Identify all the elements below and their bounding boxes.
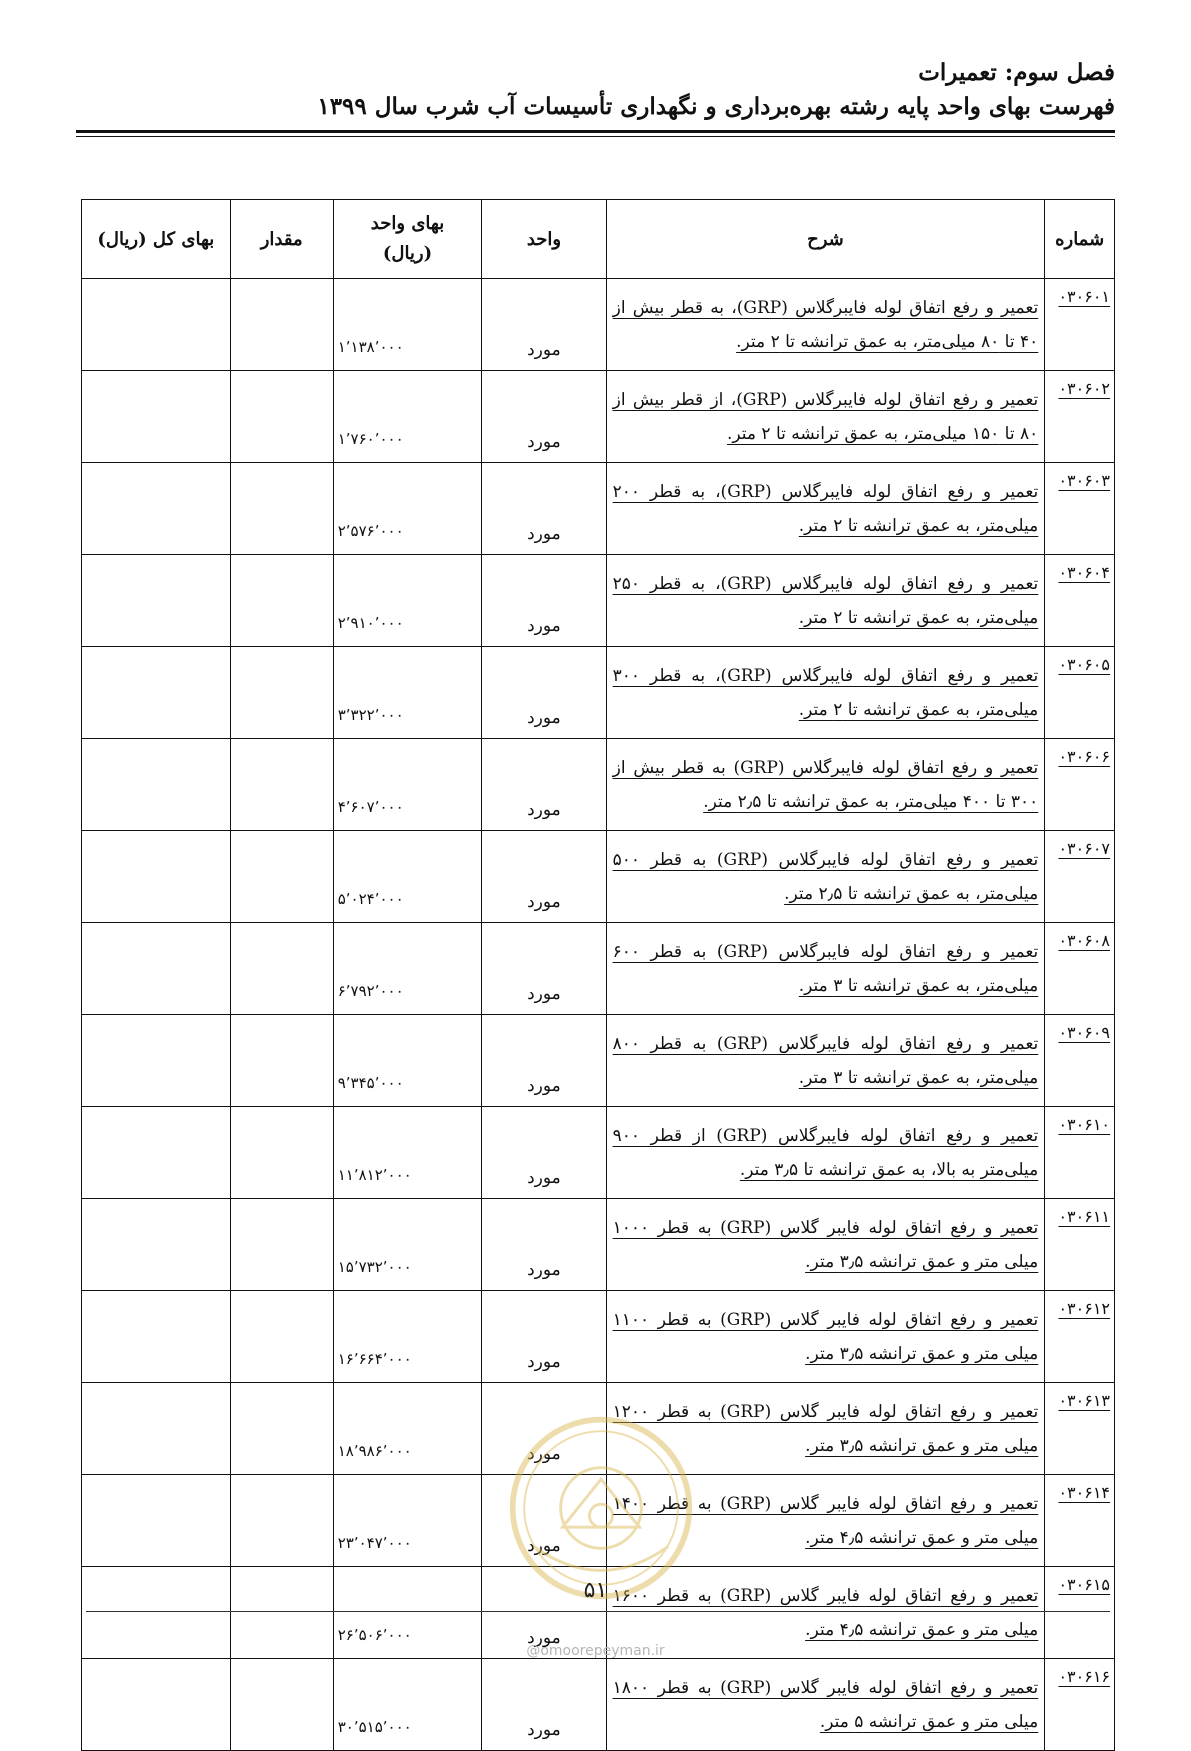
item-unit-price-cell (333, 1291, 482, 1383)
item-unit-price: ۱۸٬۹۸۶٬۰۰۰ (337, 1442, 412, 1460)
item-quantity-cell (230, 1475, 333, 1567)
item-code: ۰۳۰۶۱۰ (1058, 1115, 1110, 1134)
item-unit-price-cell (333, 1659, 482, 1751)
item-unit-price-cell (333, 1107, 482, 1199)
item-description: تعمیر و رفع اتفاق لوله فایبر گلاس (GRP) به قطر ۱۲۰۰ میلی متر و عمق ترانشه ۳٫۵ متر. (612, 1401, 1039, 1456)
item-description-cell (606, 555, 1045, 647)
item-unit: مورد (527, 708, 561, 728)
item-code: ۰۳۰۶۱۶ (1058, 1667, 1110, 1686)
item-unit: مورد (527, 1260, 561, 1280)
item-total-price-cell (82, 1383, 231, 1475)
item-unit: مورد (527, 1536, 561, 1556)
item-unit-price: ۱۱٬۸۱۲٬۰۰۰ (337, 1166, 412, 1184)
item-unit-price-cell (333, 463, 482, 555)
item-unit: مورد (527, 800, 561, 820)
item-description: تعمیر و رفع اتفاق لوله فایبر گلاس (GRP) به قطر ۱۱۰۰ میلی متر و عمق ترانشه ۳٫۵ متر. (612, 1309, 1039, 1364)
document-title: فهرست بهای واحد پایه رشته بهره‌برداری و نگهداری تأسیسات آب شرب سال ۱۳۹۹ (317, 93, 1115, 120)
item-code-cell (1045, 371, 1115, 463)
item-unit-price: ۳۰٬۵۱۵٬۰۰۰ (337, 1718, 412, 1736)
item-total-price-cell (82, 831, 231, 923)
item-unit-price-cell (333, 647, 482, 739)
table-row (82, 923, 1115, 1015)
item-unit-price: ۶٬۷۹۲٬۰۰۰ (337, 982, 404, 1000)
header-unit-price (333, 200, 482, 279)
item-code-cell (1045, 1659, 1115, 1751)
page-number: ۵۱ (583, 1578, 608, 1603)
item-code-cell (1045, 555, 1115, 647)
item-unit-cell (482, 1107, 606, 1199)
item-unit-cell (482, 831, 606, 923)
item-unit-price-cell (333, 1199, 482, 1291)
item-unit: مورد (527, 524, 561, 544)
item-quantity-cell (230, 1659, 333, 1751)
item-quantity-cell (230, 1383, 333, 1475)
item-total-price-cell (82, 647, 231, 739)
item-quantity-cell (230, 279, 333, 371)
item-quantity-cell (230, 739, 333, 831)
table-row (82, 647, 1115, 739)
item-unit-price: ۲٬۵۷۶٬۰۰۰ (337, 522, 404, 540)
header-unit: واحد (482, 200, 606, 279)
item-unit: مورد (527, 984, 561, 1004)
table-row (82, 371, 1115, 463)
item-code: ۰۳۰۶۰۶ (1058, 747, 1110, 766)
item-unit-cell (482, 555, 606, 647)
item-unit-cell (482, 463, 606, 555)
item-description: تعمیر و رفع اتفاق لوله فایبر گلاس (GRP) به قطر ۱۴۰۰ میلی متر و عمق ترانشه ۴٫۵ متر. (612, 1493, 1039, 1548)
table-row (82, 739, 1115, 831)
item-unit-price: ۳٬۳۲۲٬۰۰۰ (337, 706, 404, 724)
item-code-cell (1045, 923, 1115, 1015)
table-row (82, 831, 1115, 923)
item-unit-price-cell (333, 1475, 482, 1567)
item-description: تعمیر و رفع اتفاق لوله فایبرگلاس (GRP)، به قطر بیش از ۴۰ تا ۸۰ میلی‌متر، به عمق ترانشه تا ۲ متر. (612, 297, 1039, 352)
item-code-cell (1045, 279, 1115, 371)
item-unit-price: ۲۳٬۰۴۷٬۰۰۰ (337, 1534, 412, 1552)
item-unit-price: ۱۵٬۷۳۲٬۰۰۰ (337, 1258, 412, 1276)
item-code-cell (1045, 1291, 1115, 1383)
item-code-cell (1045, 1199, 1115, 1291)
item-quantity-cell (230, 647, 333, 739)
item-total-price-cell (82, 739, 231, 831)
item-description-cell (606, 279, 1045, 371)
item-unit: مورد (527, 340, 561, 360)
item-code: ۰۳۰۶۱۴ (1058, 1483, 1110, 1502)
item-unit-price: ۲٬۹۱۰٬۰۰۰ (337, 614, 404, 632)
item-total-price-cell (82, 1015, 231, 1107)
item-code: ۰۳۰۶۰۸ (1058, 931, 1110, 950)
item-total-price-cell (82, 463, 231, 555)
item-unit-cell (482, 1015, 606, 1107)
header-rule-thin (76, 136, 1115, 137)
item-quantity-cell (230, 1291, 333, 1383)
item-code-cell (1045, 463, 1115, 555)
item-unit-cell (482, 1291, 606, 1383)
item-description: تعمیر و رفع اتفاق لوله فایبرگلاس (GRP)، به قطر ۲۵۰ میلی‌متر، به عمق ترانشه تا ۲ متر. (612, 573, 1039, 628)
chapter-title: فصل سوم: تعمیرات (918, 59, 1115, 86)
item-unit-price: ۲۶٬۵۰۶٬۰۰۰ (337, 1626, 412, 1644)
item-quantity-cell (230, 831, 333, 923)
item-description-cell (606, 371, 1045, 463)
item-code: ۰۳۰۶۰۷ (1058, 839, 1110, 858)
item-description: تعمیر و رفع اتفاق لوله فایبرگلاس (GRP) به قطر ۸۰۰ میلی‌متر، به عمق ترانشه تا ۳ متر. (612, 1033, 1039, 1088)
item-description: تعمیر و رفع اتفاق لوله فایبر گلاس (GRP) به قطر ۱۰۰۰ میلی متر و عمق ترانشه ۳٫۵ متر. (612, 1217, 1039, 1272)
item-total-price-cell (82, 1475, 231, 1567)
item-unit: مورد (527, 1628, 561, 1648)
item-code-cell (1045, 1107, 1115, 1199)
item-total-price-cell (82, 279, 231, 371)
item-quantity-cell (230, 555, 333, 647)
item-unit-cell (482, 647, 606, 739)
item-unit-cell (482, 1659, 606, 1751)
table-row (82, 555, 1115, 647)
item-description: تعمیر و رفع اتفاق لوله فایبرگلاس (GRP) به قطر بیش از ۳۰۰ تا ۴۰۰ میلی‌متر، به عمق ترانشه تا ۲٫۵ متر. (612, 757, 1039, 812)
item-unit: مورد (527, 1076, 561, 1096)
item-total-price-cell (82, 371, 231, 463)
item-unit: مورد (527, 432, 561, 452)
item-quantity-cell (230, 1107, 333, 1199)
item-total-price-cell (82, 555, 231, 647)
item-code-cell (1045, 831, 1115, 923)
item-code: ۰۳۰۶۱۱ (1058, 1207, 1110, 1226)
item-description-cell (606, 647, 1045, 739)
header-unit-price-currency: (ریال) (382, 243, 433, 264)
item-total-price-cell (82, 1659, 231, 1751)
item-code-cell (1045, 1015, 1115, 1107)
item-unit-price-cell (333, 371, 482, 463)
item-description: تعمیر و رفع اتفاق لوله فایبرگلاس (GRP) از قطر ۹۰۰ میلی‌متر به بالا، به عمق ترانشه تا ۳٫۵ متر. (612, 1125, 1039, 1180)
item-description-cell (606, 1291, 1045, 1383)
item-code: ۰۳۰۶۱۳ (1058, 1391, 1110, 1410)
item-description-cell (606, 1015, 1045, 1107)
table-row (82, 1659, 1115, 1751)
item-code: ۰۳۰۶۱۲ (1058, 1299, 1110, 1318)
item-code-cell (1045, 647, 1115, 739)
item-code: ۰۳۰۶۱۵ (1058, 1575, 1110, 1594)
item-unit-cell (482, 1199, 606, 1291)
item-total-price-cell (82, 1199, 231, 1291)
item-code: ۰۳۰۶۰۹ (1058, 1023, 1110, 1042)
item-description: تعمیر و رفع اتفاق لوله فایبرگلاس (GRP) به قطر ۵۰۰ میلی‌متر، به عمق ترانشه تا ۲٫۵ متر. (612, 849, 1039, 904)
item-total-price-cell (82, 1291, 231, 1383)
item-code-cell (1045, 1383, 1115, 1475)
item-description-cell (606, 1659, 1045, 1751)
item-unit-price-cell (333, 1383, 482, 1475)
item-description: تعمیر و رفع اتفاق لوله فایبرگلاس (GRP)، به قطر ۳۰۰ میلی‌متر، به عمق ترانشه تا ۲ متر. (612, 665, 1039, 720)
item-code: ۰۳۰۶۰۱ (1058, 287, 1110, 306)
item-code: ۰۳۰۶۰۳ (1058, 471, 1110, 490)
item-unit: مورد (527, 1444, 561, 1464)
item-unit-price-cell (333, 831, 482, 923)
header-total-price: بهای کل (ریال) (82, 200, 231, 279)
table-row (82, 279, 1115, 371)
item-unit-price: ۵٬۰۲۴٬۰۰۰ (337, 890, 404, 908)
item-description: تعمیر و رفع اتفاق لوله فایبر گلاس (GRP) به قطر ۱۸۰۰ میلی متر و عمق ترانشه ۵ متر. (612, 1677, 1039, 1732)
page-header (317, 56, 1115, 124)
website-watermark: @omoorepeyman.ir (526, 1643, 665, 1659)
item-unit-price: ۱٬۷۶۰٬۰۰۰ (337, 430, 404, 448)
item-unit: مورد (527, 1168, 561, 1188)
item-unit-cell (482, 279, 606, 371)
item-description: تعمیر و رفع اتفاق لوله فایبرگلاس (GRP)، به قطر ۲۰۰ میلی‌متر، به عمق ترانشه تا ۲ متر. (612, 481, 1039, 536)
item-unit-price-cell (333, 1015, 482, 1107)
item-quantity-cell (230, 371, 333, 463)
item-code-cell (1045, 739, 1115, 831)
item-description-cell (606, 739, 1045, 831)
item-description: تعمیر و رفع اتفاق لوله فایبرگلاس (GRP) به قطر ۶۰۰ میلی‌متر، به عمق ترانشه تا ۳ متر. (612, 941, 1039, 996)
table-row (82, 1291, 1115, 1383)
item-unit: مورد (527, 616, 561, 636)
item-unit-price: ۱٬۱۳۸٬۰۰۰ (337, 338, 404, 356)
header-unit-price-label: بهای واحد (370, 213, 445, 234)
item-code-cell (1045, 1475, 1115, 1567)
header-rule-thick (76, 130, 1115, 133)
item-unit: مورد (527, 1720, 561, 1740)
item-quantity-cell (230, 463, 333, 555)
item-description-cell (606, 1199, 1045, 1291)
item-code: ۰۳۰۶۰۵ (1058, 655, 1110, 674)
header-description: شرح (606, 200, 1045, 279)
item-description: تعمیر و رفع اتفاق لوله فایبرگلاس (GRP)، از قطر بیش از ۸۰ تا ۱۵۰ میلی‌متر، به عمق ترانشه تا ۲ متر. (612, 389, 1039, 444)
item-unit-price: ۱۶٬۶۶۴٬۰۰۰ (337, 1350, 412, 1368)
item-description-cell (606, 463, 1045, 555)
item-unit-price-cell (333, 739, 482, 831)
item-quantity-cell (230, 1015, 333, 1107)
item-unit-cell (482, 739, 606, 831)
footer-rule (86, 1611, 1110, 1612)
header-quantity: مقدار (230, 200, 333, 279)
item-description-cell (606, 831, 1045, 923)
item-unit: مورد (527, 1352, 561, 1372)
item-quantity-cell (230, 923, 333, 1015)
item-total-price-cell (82, 1107, 231, 1199)
item-unit-price: ۹٬۳۴۵٬۰۰۰ (337, 1074, 404, 1092)
table-row (82, 1107, 1115, 1199)
item-code: ۰۳۰۶۰۴ (1058, 563, 1110, 582)
watermark-seal (505, 1412, 697, 1604)
item-description-cell (606, 1107, 1045, 1199)
table-row (82, 1015, 1115, 1107)
item-unit-price: ۴٬۶۰۷٬۰۰۰ (337, 798, 404, 816)
item-description: تعمیر و رفع اتفاق لوله فایبر گلاس (GRP) به قطر ۱۶۰۰ میلی متر و عمق ترانشه ۴٫۵ متر. (612, 1585, 1039, 1640)
item-unit-price-cell (333, 279, 482, 371)
item-code: ۰۳۰۶۰۲ (1058, 379, 1110, 398)
item-unit-cell (482, 923, 606, 1015)
item-unit-price-cell (333, 923, 482, 1015)
item-unit-price-cell (333, 555, 482, 647)
table-row (82, 463, 1115, 555)
item-unit-cell (482, 371, 606, 463)
header-code: شماره (1045, 200, 1115, 279)
item-description-cell (606, 923, 1045, 1015)
item-quantity-cell (230, 1199, 333, 1291)
item-unit: مورد (527, 892, 561, 912)
table-row (82, 1199, 1115, 1291)
table-header-row (82, 200, 1115, 279)
item-total-price-cell (82, 923, 231, 1015)
